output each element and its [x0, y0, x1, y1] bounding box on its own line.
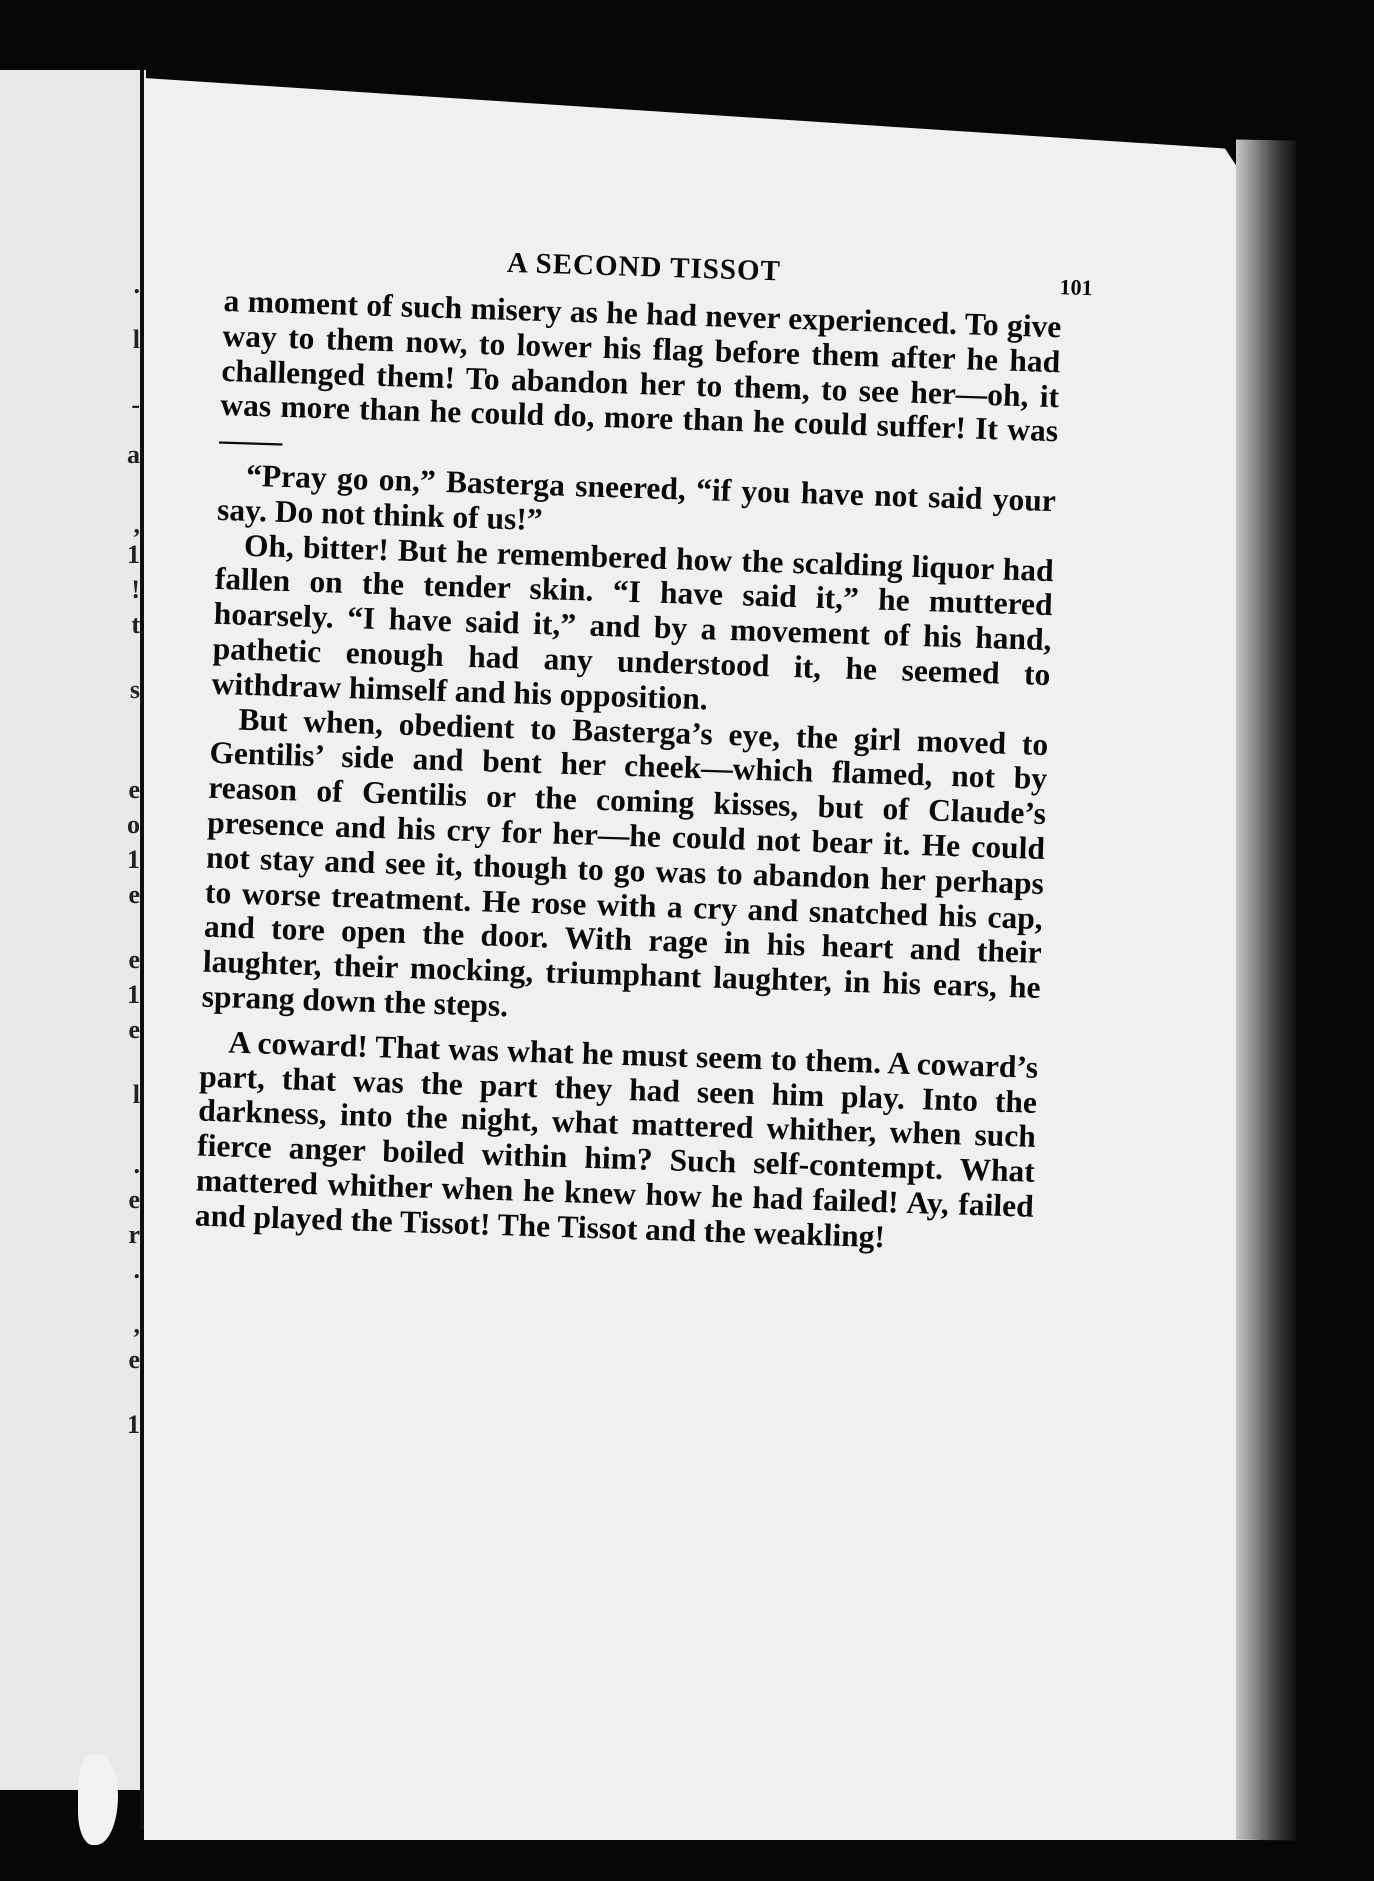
left-fragment: .: [133, 1150, 140, 1179]
page-text: [194, 228, 1093, 1259]
paper-tear: [78, 1755, 118, 1845]
left-fragment: 1: [127, 845, 140, 874]
left-fragment: e: [128, 1015, 140, 1044]
page-number: 101: [1059, 274, 1093, 301]
paragraph: a moment of such misery as he had never experienced. To give way to them now, to lower his flag before them after he had challenged them! To abandon her to them, to see her—oh, it was more than he could do, more than he could suffer! It was——: [218, 282, 1062, 460]
left-fragment: t: [131, 610, 140, 639]
left-fragment: e: [128, 1345, 140, 1374]
left-fragment: -: [131, 390, 140, 419]
left-fragment: e: [128, 1185, 140, 1214]
left-fragment: ,: [133, 1310, 140, 1339]
left-fragment: s: [129, 675, 140, 704]
left-fragment: a: [127, 440, 140, 469]
page-edge-shadow: [1236, 139, 1296, 1840]
left-fragment: l: [132, 1080, 140, 1109]
left-fragment: 1: [127, 540, 140, 569]
paragraph: But when, obedient to Basterga’s eye, the girl moved to Gentilis’ side and bent her cheek—which flamed, not by reason of Gentilis or the coming kisses, but of Claude’s presence and his cry for her—he could not bear it. He could not stay and see it, though to go was to abandon her perhaps to worse treatment. He rose with a cry and snatched his cap, and tore open the door. With rage in his heart and their laughter, their mocking, triumphant laughter, in his ears, he sprang down the steps.: [201, 701, 1049, 1024]
left-fragment: .: [133, 1255, 140, 1284]
left-fragment: o: [127, 810, 140, 839]
left-fragment: r: [128, 1220, 140, 1249]
paragraph: Oh, bitter! But he remembered how the scalding liquor had fallen on the tender skin. “I have said it,” he muttered hoarsely. “I have said it,” and by a movement of his hand, pathetic enough had any understood it, he seemed to withdraw himself and his opposition.: [211, 527, 1055, 717]
left-fragment: l: [132, 325, 140, 354]
paragraph: A coward! That was what he must seem to them. A coward’s part, that was the part they had seen him play. Into the darkness, into the night, what mattered whither, when such fierce anger boiled within him? Such self-contempt. What mattered whither when he knew how he had failed! Ay, failed and played the Tissot! The Tissot and the weakling!: [194, 1024, 1039, 1254]
left-fragment: e: [128, 945, 140, 974]
left-fragment: 1: [127, 1410, 140, 1439]
left-fragment: e: [128, 775, 140, 804]
left-fragment: ,: [133, 510, 140, 539]
left-fragment: e: [128, 880, 140, 909]
left-fragment: !: [131, 575, 140, 604]
left-fragment: 1: [127, 980, 140, 1009]
book-gutter: [140, 70, 144, 1830]
left-page-edge: [0, 70, 146, 1790]
paragraph: “Pray go on,” Basterga sneered, “if you have not said your say. Do not think of us!”: [216, 457, 1057, 537]
running-title: A SECOND TISSOT: [506, 246, 782, 288]
left-fragment: .: [133, 270, 140, 299]
